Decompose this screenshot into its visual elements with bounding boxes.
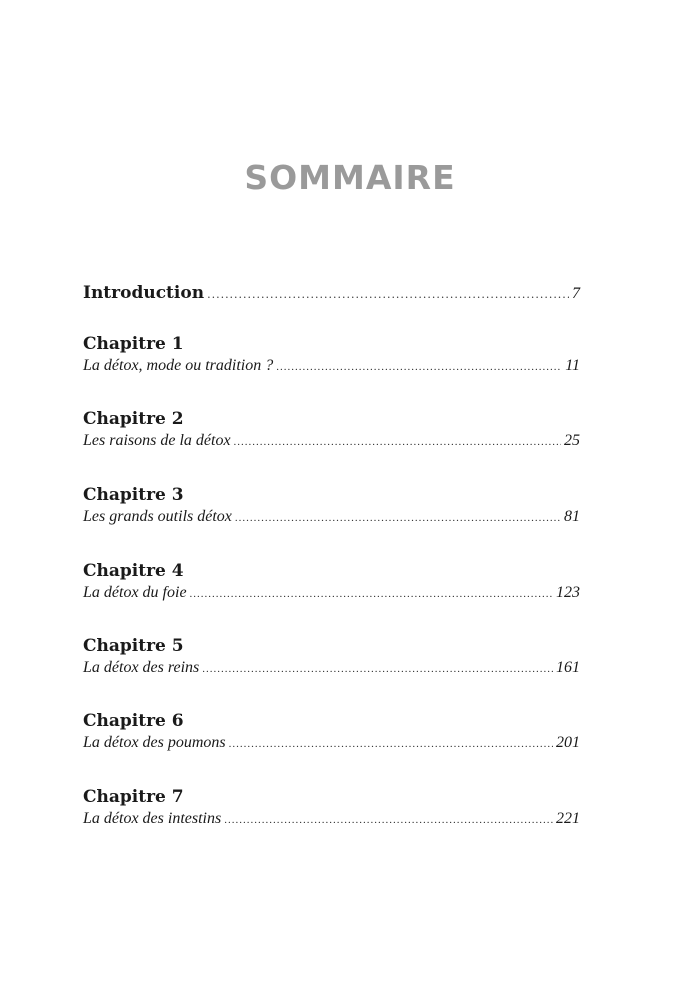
chapter-heading: Chapitre 4 bbox=[83, 561, 184, 581]
chapter-heading: Chapitre 1 bbox=[83, 334, 184, 354]
toc-entry-chapter-4[interactable] bbox=[83, 584, 580, 602]
toc-chapter-title: La détox des reins bbox=[83, 659, 200, 676]
toc-page-number: 11 bbox=[565, 357, 580, 374]
chapter-heading: Chapitre 5 bbox=[83, 636, 184, 656]
toc-chapter-title: Les grands outils détox bbox=[83, 508, 232, 525]
toc-chapter-title: La détox du foie bbox=[83, 584, 187, 601]
toc-entry-chapter-2[interactable] bbox=[83, 432, 580, 450]
toc-entry-chapter-7[interactable] bbox=[83, 810, 580, 828]
dot-leader bbox=[190, 588, 553, 600]
chapter-heading: Chapitre 2 bbox=[83, 409, 184, 429]
page-title: SOMMAIRE bbox=[244, 158, 456, 197]
toc-label: Introduction bbox=[83, 283, 205, 303]
toc-entry-introduction[interactable] bbox=[83, 283, 580, 303]
dot-leader bbox=[229, 738, 553, 750]
toc-page-number: 221 bbox=[556, 810, 580, 827]
chapter-heading: Chapitre 6 bbox=[83, 711, 184, 731]
toc-chapter-title: La détox des poumons bbox=[83, 734, 226, 751]
toc-page-number: 7 bbox=[572, 285, 580, 302]
dot-leader bbox=[276, 361, 562, 373]
toc-page-number: 161 bbox=[556, 659, 580, 676]
dot-leader bbox=[202, 663, 553, 675]
dot-leader bbox=[224, 814, 553, 826]
toc-entry-chapter-3[interactable] bbox=[83, 508, 580, 526]
toc-page-number: 123 bbox=[556, 584, 580, 601]
toc-chapter-title: La détox des intestins bbox=[83, 810, 222, 827]
toc-page-number: 81 bbox=[564, 508, 580, 525]
toc-page-number: 25 bbox=[564, 432, 580, 449]
toc-entry-chapter-6[interactable] bbox=[83, 734, 580, 752]
dot-leader bbox=[207, 288, 569, 301]
chapter-heading: Chapitre 7 bbox=[83, 787, 184, 807]
toc-page-number: 201 bbox=[556, 734, 580, 751]
dot-leader bbox=[234, 436, 561, 448]
toc-entry-chapter-1[interactable] bbox=[83, 357, 580, 375]
toc-chapter-title: La détox, mode ou tradition ? bbox=[83, 357, 274, 374]
dot-leader bbox=[235, 512, 561, 524]
toc-entry-chapter-5[interactable] bbox=[83, 659, 580, 677]
chapter-heading: Chapitre 3 bbox=[83, 485, 184, 505]
toc-chapter-title: Les raisons de la détox bbox=[83, 432, 231, 449]
